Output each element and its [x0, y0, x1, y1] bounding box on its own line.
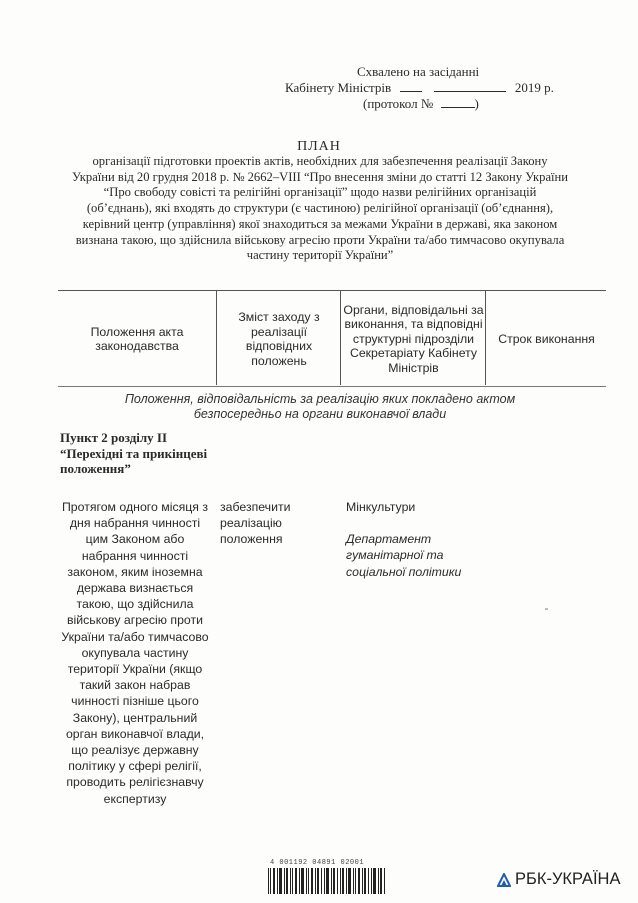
protocol-number-blank	[441, 97, 475, 108]
approval-line-3	[285, 96, 575, 112]
responsible-ministry: Мінкультури	[346, 500, 416, 514]
section-note: Положення, відповідальність за реалізацію яких покладено актом безпосередньо на органи виконавчої влади	[124, 392, 516, 421]
scan-speck	[545, 608, 548, 610]
approval-block	[285, 64, 575, 112]
column-divider-1	[216, 290, 217, 385]
date-day-blank	[400, 81, 422, 92]
table-top-border	[58, 290, 606, 291]
barcode-number: 4 001192 04891 02001	[270, 859, 365, 867]
approval-cabinet-label: Кабінету Міністрів	[285, 80, 392, 95]
protocol-label: (протокол №	[363, 96, 434, 111]
approval-line-2	[285, 80, 575, 96]
approval-line-1: Схвалено на засіданні	[357, 64, 480, 79]
protocol-close: )	[474, 96, 479, 111]
header-responsible: Органи, відповідальні за виконання, та відповідні структурні підрозділи Секретаріату Кабінету Міністрів	[343, 302, 484, 375]
column-divider-3	[485, 290, 486, 385]
approval-year: 2019 р.	[514, 80, 554, 95]
date-month-blank	[434, 81, 506, 92]
column-divider-2	[340, 290, 341, 385]
rbc-logo-icon	[497, 873, 511, 887]
provision-reference: Пункт 2 розділу II “Перехідні та прикінцеві положення”	[60, 430, 208, 476]
logo-text: РБК-УКРАЇНА	[515, 870, 621, 888]
table-header-bottom-border	[58, 386, 606, 387]
plan-subtitle: організації підготовки проектів актів, необхідних для забезпечення реалізації Закону України від 20 грудня 2018 р. № 2662–VIII “Про внесення зміни до статті 12 Закону України “Про свободу совісті та релігійні організації” щодо назви релігійних організацій (об’єднань), які входять до структури (є частиною) релігійної організації (об’єднання), керівний центр (управління) якої знаходиться за межами України в державі, яка законом визнана такою, що здійснила військову агресію проти України та/або тимчасово окупувала частину території України”	[71, 154, 569, 263]
barcode-icon	[268, 868, 386, 894]
cell-provision-text: Протягом одного місяця з дня набрання чинності цим Законом або набрання чинності законом, яким іноземна держава визнається такою, що здійснила військову агресію проти України та/або тимчасово окупувала частину території України (якщо такий закон набрав чинності пізніше цього Закону), центральний орган виконавчої влади, що реалізує державну політику у сфері релігії, проводить релігієзнавчу експертизу	[61, 500, 209, 806]
header-provision: Положення акта законодавства	[90, 324, 184, 353]
cell-responsible	[346, 499, 496, 580]
responsible-department: Департамент гуманітарної та соціальної політики	[346, 532, 462, 579]
header-deadline: Строк виконання	[498, 331, 595, 346]
header-measure: Зміст заходу з реалізації відповідних положень	[238, 310, 320, 368]
rbc-ukraine-logo	[497, 870, 620, 889]
cell-measure: забезпечити реалізацію положення	[220, 500, 291, 547]
plan-title: ПЛАН	[297, 139, 341, 154]
